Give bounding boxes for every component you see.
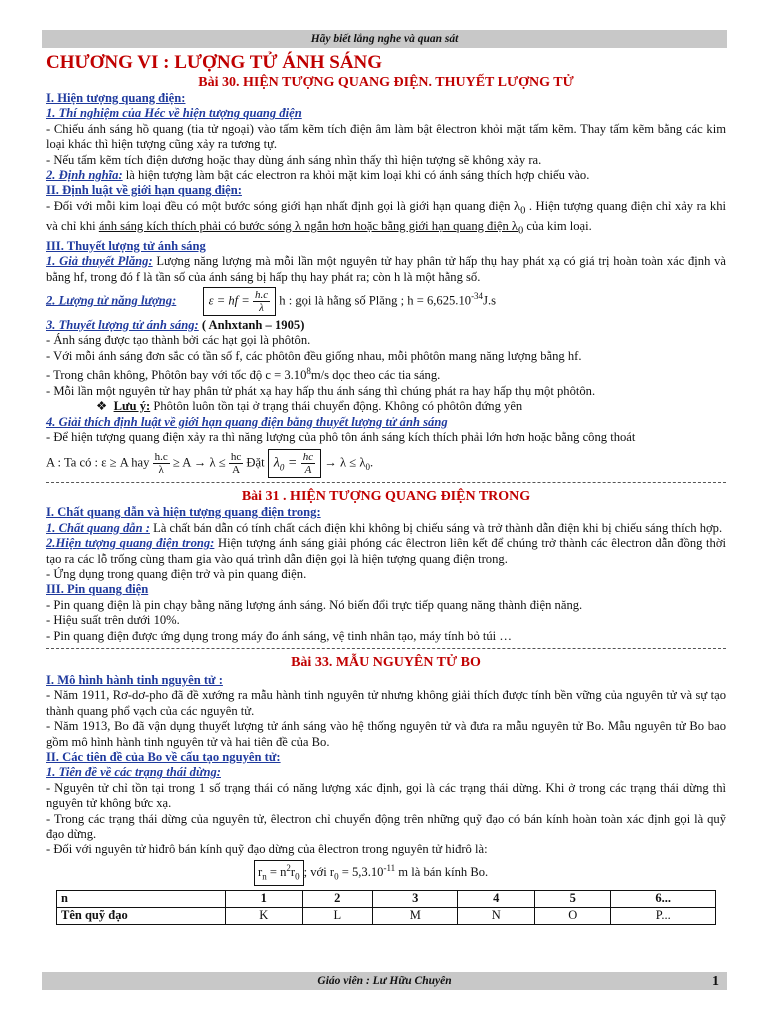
section-heading: III. Thuyết lượng tử ánh sáng [46,238,206,253]
section-heading: II. Các tiên đề của Bo về cấu tạo nguyên tử: [46,750,281,765]
subsection-heading: 4. Giải thích định luật về giới hạn quang điện bằng thuyết lượng tử ánh sáng [46,414,448,429]
table-cell: 5 [534,890,611,907]
page-number: 1 [712,974,719,989]
table-row [57,890,716,907]
section-heading: I. Mô hình hành tinh nguyên tử : [46,673,223,687]
table-cell: P... [611,907,716,924]
paragraph: 2. Định nghĩa: là hiện tượng làm bật các electron ra khỏi mặt kim loại khi có ánh sáng thích hợp chiếu vào. [46,168,590,183]
radius-formula-box: $r_n = n^2r_0$ [254,860,304,886]
diamond-bullet-icon: ❖ [96,399,108,414]
paragraph: - Đối với mỗi kim loại đều có một bước sóng giới hạn nhất định gọi là giới hạn quang điện $\lambda_0$ . Hiện tượng quang điện chỉ xảy ra khi và chỉ khi ánh sáng kích thích phải có bước sóng λ ngắn hơn hoặc bằng giới hạn quang điện $\lambda_0$ của kim loại. [46,198,726,237]
section-heading: I. Hiện tượng quang điện: [46,91,186,105]
section-heading: II. Định luật về giới hạn quang điện: [46,183,242,198]
table-cell: 6... [611,890,716,907]
chapter-title: CHƯƠNG VI : LƯỢNG TỬ ÁNH SÁNG [46,52,383,73]
document-body [46,52,726,925]
table-cell: L [302,907,373,924]
note: ❖ Lưu ý: Phôtôn luôn tồn tại ở trạng thái chuyển động. Không có phôtôn đứng yên [96,399,523,414]
table-cell: N [458,907,535,924]
list-item: - Nguyên tử chỉ tồn tại trong 1 số trạng thái có năng lượng xác định, gọi là các trạng thái dừng. Khi ở trong các trạng thái dừng thì nguyên tử không bức xạ. [46,780,726,811]
table-cell: 2 [302,890,373,907]
list-item: - Trong chân không, Phôtôn bay với tốc độ $c = 3.10^8m/s$ dọc theo các tia sáng. [46,366,441,383]
list-item: - Hiệu suất trên dưới 10%. [46,613,180,628]
list-item: - Pin quang điện được ứng dụng trong máy đo ánh sáng, vệ tinh nhân tạo, máy tính bỏ túi … [46,628,512,643]
list-item: - Mỗi lần một nguyên tử hay phân tử phát xạ hay hấp thu ánh sáng thì chúng phát ra hay hấp thụ một phôtôn. [46,383,596,398]
page-footer: Giáo viên : Lư Hữu Chuyên [42,972,727,990]
paragraph: 3. Thuyết lượng tử ánh sáng: ( Anhxtanh – 1905) [46,317,305,332]
table-cell: Tên quỹ đạo [57,907,226,924]
list-item: - Năm 1911, Rơ-dơ-pho đã đề xướng ra mẫu hành tinh nguyên tử nhưng không giải thích được tính bền vững của nguyên tử và sự tạo thành quang phổ vạch của các nguyên tử. [46,688,726,718]
page-header: Hãy biết lắng nghe và quan sát [42,30,727,48]
table-cell: O [534,907,611,924]
section-heading: I. Chất quang dẫn và hiện tượng quang điện trong: [46,505,321,520]
lesson-30-title: Bài 30. HIỆN TƯỢNG QUANG ĐIỆN. THUYẾT LƯỢNG TỬ [198,75,574,90]
table-cell: 4 [458,890,535,907]
energy-quantum-line: 2. Lượng tử năng lượng: ε = hf = $\frac{h.c}{\lambda}$ h : gọi là hằng số Plăng ; $h = 6,625.10^{-34}J.s$ [46,288,497,314]
subsection-heading: 1. Thí nghiệm của Héc về hiện tượng quang điện [46,106,302,121]
bohr-radius-formula: $r_n = n^2r_0$ ; với $r_0 = 5,3.10^{-11}$ m là bán kính Bo. [46,860,726,886]
threshold-equation: A : Ta có : ε ≥ A hay $\frac{h.c}{\lambda}$ ≥ A → λ ≤ $\frac{hc}{A}$ Đặt $\lambda_0$ = $\frac{hc}{A}$ → $\lambda \le \lambda_0$. [46,451,374,477]
list-item: - Với mỗi ánh sáng đơn sắc có tần số f, các phôtôn đều giống nhau, mỗi phôtôn mang năng lượng bằng hf. [46,348,582,363]
paragraph: - Chiếu ánh sáng hồ quang (tia tử ngoại) vào tấm kẽm tích điện âm làm bật êlectron khỏi mặt tấm kẽm. Thay tấm kẽm bằng các kim loại khác thì hiện tượng cũng xảy ra tương tự. [46,121,726,152]
subsection-heading: 1. Tiên đề về các trạng thái dừng: [46,765,221,780]
paragraph: 1. Chất quang dẫn : Là chất bán dẫn có tính chất cách điện khi không bị chiếu sáng và trở thành dẫn điện khi bị chiếu sáng thích hợp. [46,520,723,535]
paragraph: 1. Giả thuyết Plăng: Lượng năng lượng mà mỗi lần một nguyên tử hay phân tử hấp thụ hay phát xạ có giá trị hoàn toàn xác định và bằng hf, trong đó f là tần số của ánh sáng bị hấp thụ hay phát ra; còn h là một hằng số. [46,254,726,284]
table-cell: 1 [226,890,303,907]
paragraph: - Ứng dụng trong quang điện trở và pin quang điện. [46,566,307,581]
section-heading: III. Pin quang điện [46,582,149,597]
lesson-33-title: Bài 33. MẪU NGUYÊN TỬ BO [291,655,481,670]
list-item: - Pin quang điện là pin chạy bằng năng lượng ánh sáng. Nó biến đổi trực tiếp quang năng thành điện năng. [46,597,583,612]
table-row [57,907,716,924]
paragraph: - Nếu tấm kẽm tích điện dương hoặc thay dùng ánh sáng nhìn thấy thì hiện tượng sẽ không xảy ra. [46,152,542,167]
dashed-divider [46,482,726,483]
list-item: - Đối với nguyên tử hiđrô bán kính quỹ đạo dừng của êlectron trong nguyên tử hiđrô là: [46,842,488,857]
lesson-31-title: Bài 31 . HIỆN TƯỢNG QUANG ĐIỆN TRONG [241,489,531,505]
table-cell: n [57,890,226,907]
list-item: - Ánh sáng được tạo thành bởi các hạt gọi là phôtôn. [46,333,311,348]
paragraph: - Để hiện tượng quang điện xảy ra thì năng lượng của phô tôn ánh sáng kích thích phải lớn hơn hoặc bằng công thoát [46,429,636,444]
table-cell: 3 [373,890,458,907]
orbit-table [56,890,716,925]
table-cell: M [373,907,458,924]
list-item: - Năm 1913, Bo đã vận dụng thuyết lượng tử ánh sáng vào hệ thống nguyên tử và đưa ra mẫu nguyên tử Bo. Mẫu nguyên tử Bo bao gồm mô hình hành tinh nguyên tử và hai tiên đề của Bo. [46,719,726,749]
list-item: - Trong các trạng thái dừng của nguyên tử, êlectron chỉ chuyển động trên những quỹ đạo có bán kính hoàn toàn xác định gọi là quỹ đạo dừng. [46,811,726,842]
energy-formula: ε = hf = $\frac{h.c}{\lambda}$ [203,287,277,316]
dashed-divider [46,648,726,649]
threshold-formula-box: $\lambda_0$ = $\frac{hc}{A}$ [268,449,321,478]
paragraph: 2.Hiện tượng quang điện trong: Hiện tượng ánh sáng giải phóng các êlectron liên kết để chúng trở thành các êlectron dẫn đồng thời tạo ra các lỗ trống cùng tham gia vào quá trình dẫn điện gọi là hiện tượng quang điện trong. [46,536,726,566]
table-cell: K [226,907,303,924]
